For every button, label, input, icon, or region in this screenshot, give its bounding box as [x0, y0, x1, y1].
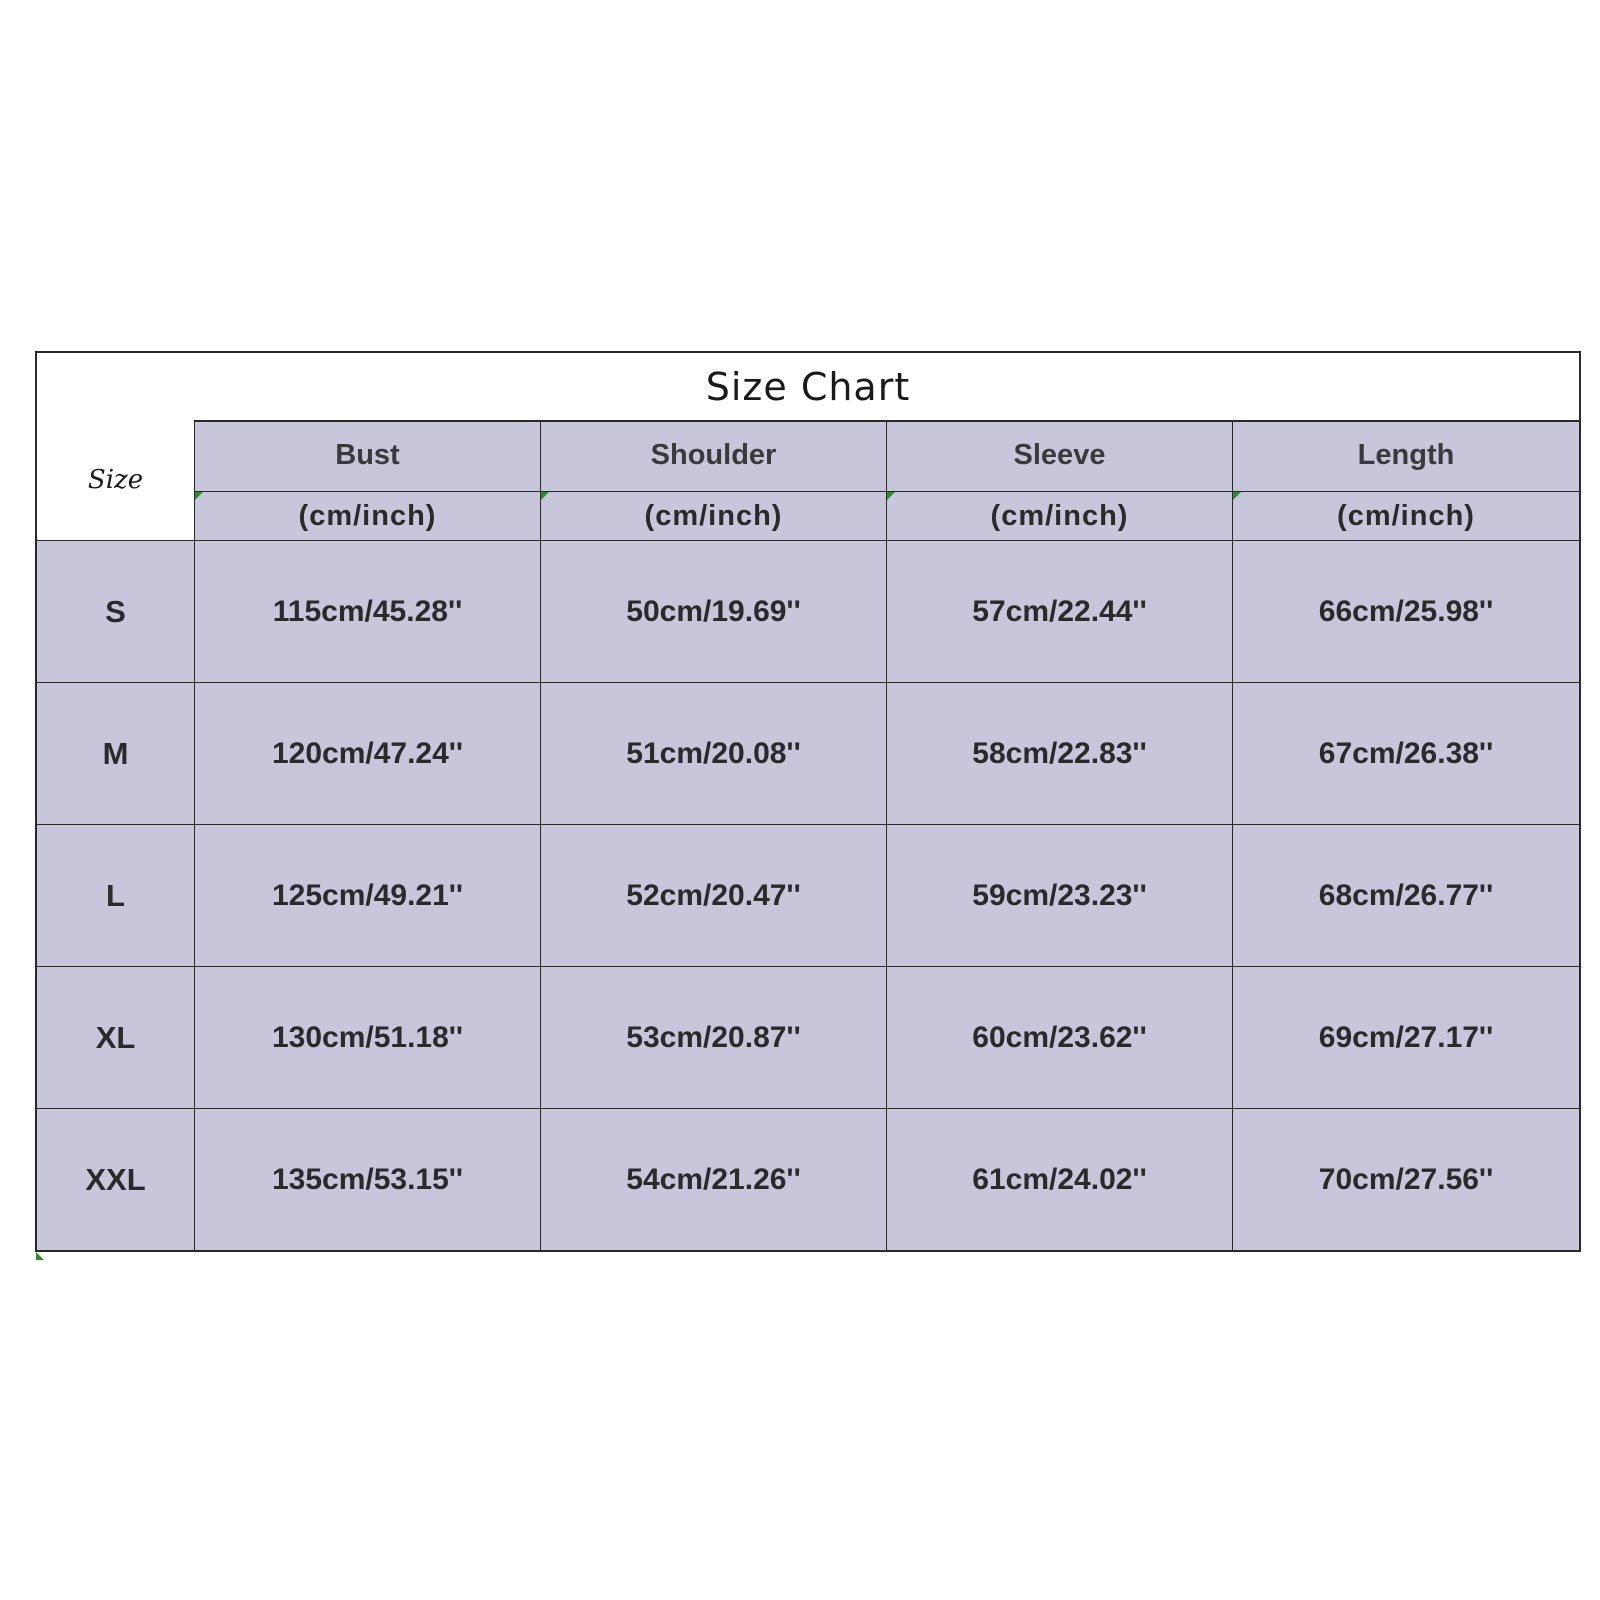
table-cell-length: 70cm/27.56'': [1318, 1162, 1494, 1196]
size-corner-label: Size: [37, 420, 195, 541]
table-cell-shoulder: 53cm/20.87'': [541, 967, 887, 1109]
row-size-label: M: [37, 683, 195, 825]
size-grid: [37, 420, 1579, 1250]
table-cell-sleeve: 60cm/23.62'': [887, 967, 1233, 1109]
row-size-label: XXL: [37, 1109, 195, 1250]
table-cell-shoulder: 54cm/21.26'': [541, 1109, 887, 1250]
row-size-label: L: [37, 825, 195, 967]
table-cell-bust: 130cm/51.18'': [195, 967, 541, 1109]
table-cell-length: 69cm/27.17'': [1233, 967, 1579, 1109]
table-cell-sleeve: 59cm/23.23'': [887, 825, 1233, 967]
table-cell-shoulder: 51cm/20.08'': [541, 683, 887, 825]
table-cell-length: 66cm/25.98'': [1233, 541, 1579, 683]
table-cell-bust: 115cm/45.28'': [195, 541, 541, 683]
unit-sleeve: (cm/inch): [887, 492, 1233, 541]
row-size-label: S: [37, 541, 195, 683]
unit-bust: (cm/inch): [195, 492, 541, 541]
header-bust: Bust: [195, 420, 541, 492]
size-chart-table: [35, 351, 1581, 1252]
corner-marker: [36, 1252, 44, 1260]
unit-length: (cm/inch): [1233, 492, 1579, 541]
table-cell-sleeve: 57cm/22.44'': [887, 541, 1233, 683]
table-cell-sleeve: 58cm/22.83'': [887, 683, 1233, 825]
table-cell-length: 68cm/26.77'': [1233, 825, 1579, 967]
row-size-label: XL: [37, 967, 195, 1109]
table-cell-sleeve: 61cm/24.02'': [887, 1109, 1233, 1250]
header-length: Length: [1233, 420, 1579, 492]
chart-title: Size Chart: [705, 364, 911, 409]
table-cell-bust: 135cm/53.15'': [195, 1109, 541, 1250]
table-cell-shoulder: 50cm/19.69'': [541, 541, 887, 683]
table-cell-bust: 125cm/49.21'': [195, 825, 541, 967]
table-cell-length: 67cm/26.38'': [1233, 683, 1579, 825]
header-shoulder: Shoulder: [541, 420, 887, 492]
unit-shoulder: (cm/inch): [541, 492, 887, 541]
title-bar: [37, 353, 1579, 422]
header-sleeve: Sleeve: [887, 420, 1233, 492]
table-cell-bust: 120cm/47.24'': [195, 683, 541, 825]
table-cell-shoulder: 52cm/20.47'': [541, 825, 887, 967]
